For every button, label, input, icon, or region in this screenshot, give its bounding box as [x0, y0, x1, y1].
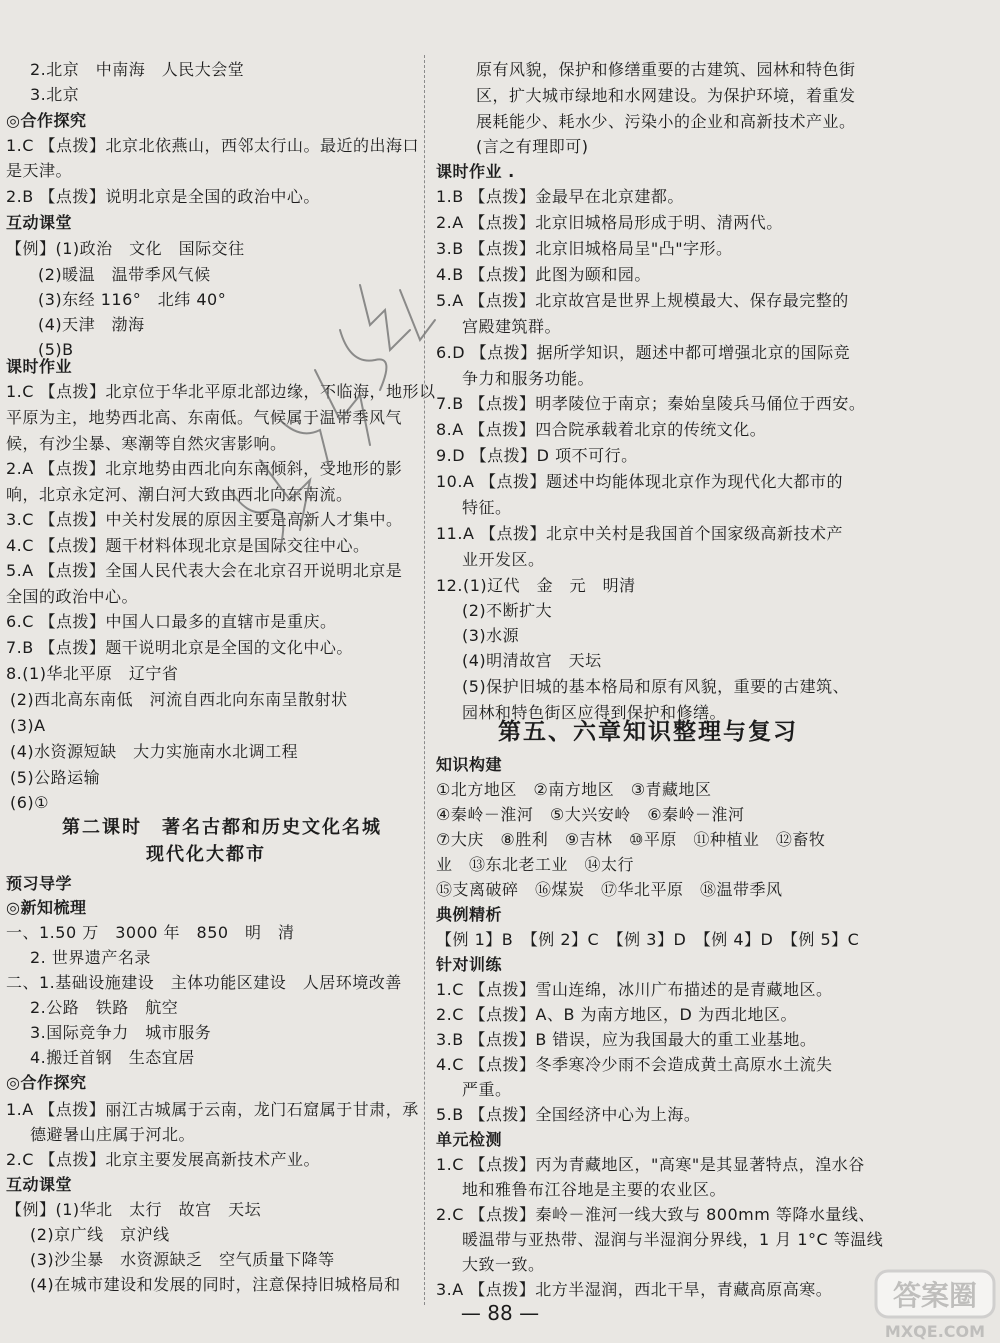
left-text-line: 3.国际竞争力 城市服务	[30, 1023, 212, 1042]
left-text-line: 候，有沙尘暴、寒潮等自然灾害影响。	[6, 434, 287, 453]
left-text-line: 2.北京 中南海 人民大会堂	[30, 60, 245, 79]
left-heading: 互动课堂	[6, 213, 73, 232]
left-heading: ◎合作探究	[6, 1073, 87, 1092]
page-number: — 88 —	[460, 1301, 540, 1325]
right-text-line: (2)不断扩大	[462, 601, 553, 620]
left-text-line: 德避暑山庄属于河北。	[30, 1125, 196, 1144]
left-text-line: (3)沙尘暴 水资源缺乏 空气质量下降等	[30, 1250, 335, 1269]
right-text-line: 暖温带与亚热带、湿润与半湿润分界线，1 月 1°C 等温线	[462, 1230, 884, 1249]
left-text-line: (2)京广线 京沪线	[30, 1225, 170, 1244]
right-text-line: 1.C 【点拨】雪山连绵，冰川广布描述的是青藏地区。	[436, 980, 833, 999]
left-text-line: 一、1.50 万 3000 年 850 明 清	[6, 923, 295, 942]
right-text-line: 1.B 【点拨】金最早在北京建都。	[436, 187, 684, 206]
left-text-line: 7.B 【点拨】题干说明北京是全国的文化中心。	[6, 638, 353, 657]
left-text-line: 1.C 【点拨】北京北依燕山，西邻太行山。最近的出海口	[6, 136, 420, 155]
left-text-line: 3.C 【点拨】中关村发展的原因主要是高新人才集中。	[6, 510, 403, 529]
left-text-line: (6)①	[10, 793, 50, 812]
watermark-logo	[870, 1265, 1000, 1343]
left-text-line: 【例】(1)政治 文化 国际交往	[6, 239, 245, 258]
left-text-line: 响，北京永定河、潮白河大致由西北向东南流。	[6, 485, 353, 504]
left-text-line: (2)暖温 温带季风气候	[38, 265, 211, 284]
right-text-line: 园林和特色街区应得到保护和修缮。	[462, 703, 727, 722]
left-text-line: 4.C 【点拨】题干材料体现北京是国际交往中心。	[6, 536, 370, 555]
right-text-line: 2.C 【点拨】A、B 为南方地区，D 为西北地区。	[436, 1005, 797, 1024]
left-heading: 现代化大都市	[146, 844, 266, 865]
left-text-line: (3)A	[10, 716, 46, 735]
right-text-line: 业 ⑬东北老工业 ⑭太行	[436, 855, 635, 874]
right-text-line: 3.B 【点拨】B 错误，应为我国最大的重工业基地。	[436, 1030, 817, 1049]
right-text-line: 大致一致。	[462, 1255, 545, 1274]
left-text-line: (3)东经 116° 北纬 40°	[38, 290, 227, 309]
right-text-line: 10.A 【点拨】题述中均能体现北京作为现代化大都市的	[436, 472, 843, 491]
right-text-line: 区，扩大城市绿地和水网建设。为保护环境，着重发	[476, 86, 856, 105]
left-text-line: (4)水资源短缺 大力实施南水北调工程	[10, 742, 299, 761]
right-text-line: 5.B 【点拨】全国经济中心为上海。	[436, 1105, 701, 1124]
right-text-line: 6.D 【点拨】据所学知识，题述中都可增强北京的国际竞	[436, 343, 851, 362]
column-divider	[424, 55, 425, 1305]
right-heading: 第五、六章知识整理与复习	[498, 719, 798, 745]
svg-text:答案圈: 答案圈	[892, 1279, 978, 1312]
right-text-line: (3)水源	[462, 626, 520, 645]
left-text-line: 二、1.基础设施建设 主体功能区建设 人居环境改善	[6, 973, 402, 992]
left-text-line: 2.公路 铁路 航空	[30, 998, 179, 1017]
left-text-line: (4)在城市建设和发展的同时，注意保持旧城格局和	[30, 1275, 401, 1294]
right-text-line: 7.B 【点拨】明孝陵位于南京；秦始皇陵兵马俑位于西安。	[436, 394, 866, 413]
right-text-line: 原有风貌，保护和修缮重要的古建筑、园林和特色街	[476, 60, 856, 79]
left-text-line: 2.A 【点拨】北京地势由西北向东南倾斜，受地形的影	[6, 459, 403, 478]
left-text-line: 4.搬迁首钢 生态宜居	[30, 1048, 195, 1067]
left-text-line: 6.C 【点拨】中国人口最多的直辖市是重庆。	[6, 612, 337, 631]
left-heading: ◎合作探究	[6, 111, 87, 130]
left-text-line: 平原为主，地势西北高、东南低。气候属于温带季风气	[6, 408, 403, 427]
handwritten-scribble	[220, 270, 440, 560]
right-text-line: 2.C 【点拨】秦岭－淮河一线大致与 800mm 等降水量线、	[436, 1205, 875, 1224]
right-text-line: ①北方地区 ②南方地区 ③青藏地区	[436, 780, 712, 799]
right-text-line: (5)保护旧城的基本格局和原有风貌，重要的古建筑、	[462, 677, 850, 696]
right-text-line: 5.A 【点拨】北京故宫是世界上规模最大、保存最完整的	[436, 291, 849, 310]
right-text-line: ⑦大庆 ⑧胜利 ⑨吉林 ⑩平原 ⑪种植业 ⑫畜牧	[436, 830, 826, 849]
right-heading: 单元检测	[436, 1130, 503, 1149]
right-text-line: 8.A 【点拨】四合院承载着北京的传统文化。	[436, 420, 767, 439]
left-text-line: (4)天津 渤海	[38, 315, 145, 334]
svg-text:MXQE.COM: MXQE.COM	[884, 1322, 986, 1341]
left-text-line: (2)西北高东南低 河流自西北向东南呈散射状	[10, 690, 348, 709]
left-heading: 互动课堂	[6, 1175, 73, 1194]
left-text-line: 2. 世界遗产名录	[30, 948, 151, 967]
right-text-line: 9.D 【点拨】D 项不可行。	[436, 446, 638, 465]
left-text-line: 2.B 【点拨】说明北京是全国的政治中心。	[6, 187, 320, 206]
right-text-line: 严重。	[462, 1080, 512, 1099]
right-heading: 课时作业 .	[436, 162, 515, 181]
left-text-line: 全国的政治中心。	[6, 587, 139, 606]
right-text-line: 11.A 【点拨】北京中关村是我国首个国家级高新技术产	[436, 524, 843, 543]
left-text-line: (5)公路运输	[10, 768, 101, 787]
right-text-line: 【例 1】B 【例 2】C 【例 3】D 【例 4】D 【例 5】C	[436, 930, 860, 949]
left-text-line: 是天津。	[6, 161, 73, 180]
left-text-line: 3.北京	[30, 85, 80, 104]
right-text-line: 特征。	[462, 498, 512, 517]
right-text-line: 业开发区。	[462, 550, 545, 569]
right-text-line: ④秦岭－淮河 ⑤大兴安岭 ⑥秦岭－淮河	[436, 805, 745, 824]
left-text-line: 1.A 【点拨】丽江古城属于云南，龙门石窟属于甘肃，承	[6, 1100, 419, 1119]
right-text-line: 2.A 【点拨】北京旧城格局形成于明、清两代。	[436, 213, 783, 232]
right-text-line: 宫殿建筑群。	[462, 317, 562, 336]
left-text-line: (5)B	[38, 340, 74, 359]
right-heading: 知识构建	[436, 755, 503, 774]
right-text-line: 3.A 【点拨】北方半湿润，西北干旱，青藏高原高寒。	[436, 1280, 833, 1299]
right-heading: 典例精析	[436, 905, 503, 924]
left-text-line: 2.C 【点拨】北京主要发展高新技术产业。	[6, 1150, 321, 1169]
right-text-line: ⑮支离破碎 ⑯煤炭 ⑰华北平原 ⑱温带季风	[436, 880, 783, 899]
right-text-line: (4)明清故宫 天坛	[462, 651, 602, 670]
left-text-line: 5.A 【点拨】全国人民代表大会在北京召开说明北京是	[6, 561, 403, 580]
right-heading: 针对训练	[436, 955, 503, 974]
right-text-line: 3.B 【点拨】北京旧城格局呈"凸"字形。	[436, 239, 733, 258]
right-text-line: 展耗能少、耗水少、污染小的企业和高新技术产业。	[476, 112, 856, 131]
left-heading: 第二课时 著名古都和历史文化名城	[62, 817, 382, 838]
left-text-line: 1.C 【点拨】北京位于华北平原北部边缘，不临海，地形以	[6, 382, 436, 401]
right-text-line: 12.(1)辽代 金 元 明清	[436, 576, 636, 595]
left-heading: 预习导学	[6, 874, 73, 893]
right-text-line: 4.C 【点拨】冬季寒冷少雨不会造成黄土高原水土流失	[436, 1055, 833, 1074]
right-text-line: (言之有理即可)	[476, 137, 589, 156]
right-text-line: 1.C 【点拨】丙为青藏地区，"高寒"是其显著特点，湟水谷	[436, 1155, 865, 1174]
right-text-line: 4.B 【点拨】此图为颐和园。	[436, 265, 651, 284]
right-text-line: 地和雅鲁布江谷地是主要的农业区。	[462, 1180, 727, 1199]
right-text-line: 争力和服务功能。	[462, 369, 595, 388]
left-heading: ◎新知梳理	[6, 898, 87, 917]
left-text-line: 【例】(1)华北 太行 故宫 天坛	[6, 1200, 262, 1219]
left-text-line: 8.(1)华北平原 辽宁省	[6, 664, 179, 683]
left-heading: 课时作业	[6, 357, 73, 376]
